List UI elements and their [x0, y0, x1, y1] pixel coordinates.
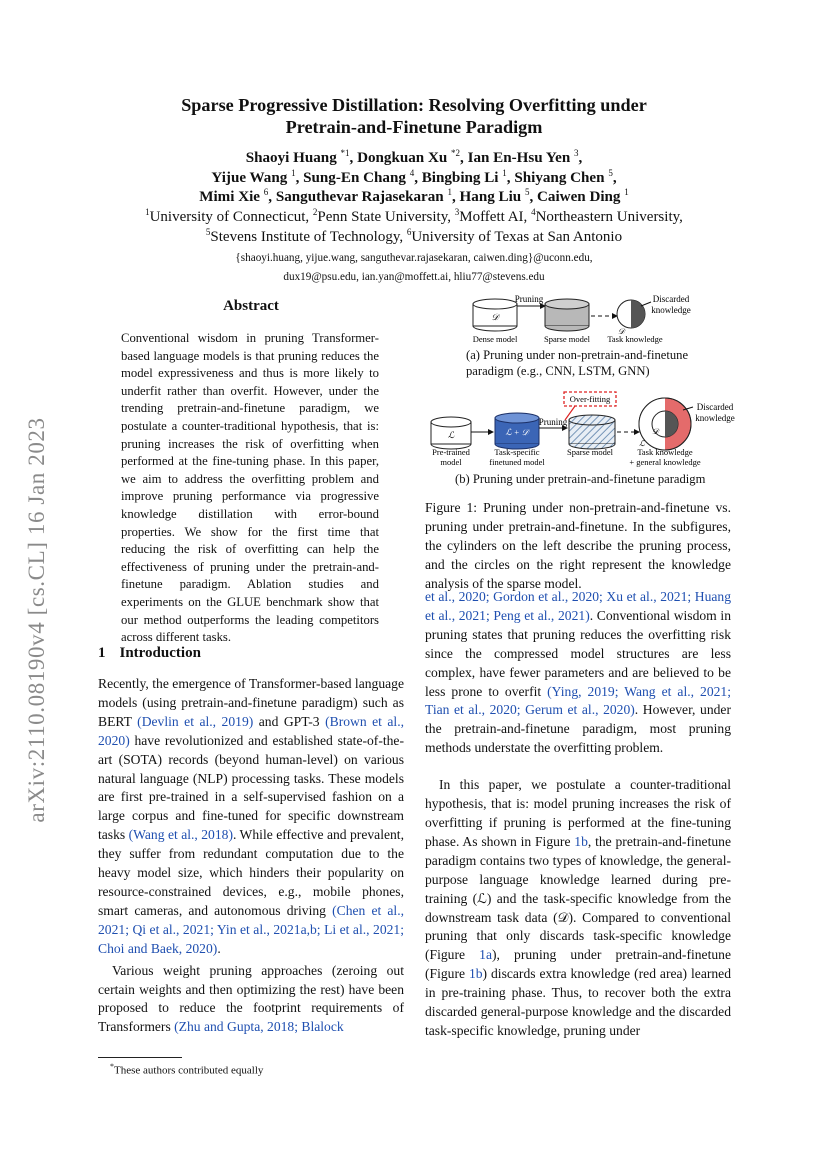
sparse-model-label: Sparse model: [543, 334, 591, 344]
citation-link[interactable]: (Brown et al., 2020): [98, 713, 404, 748]
figure-1: [425, 292, 735, 492]
author-affil-mark: 1: [502, 167, 507, 178]
author: Sung-En Chang: [303, 169, 406, 186]
section-title: Introduction: [119, 645, 201, 661]
author-affil-mark: *1: [340, 148, 350, 158]
affil-mark: 4: [531, 207, 536, 217]
author-affil-mark: 5: [608, 167, 613, 178]
title-line-1: Sparse Progressive Distillation: Resolving Overfitting under: [181, 95, 647, 115]
sparse-model-hatched-cylinder: [569, 415, 615, 449]
right-paragraph-1: et al., 2020; Gordon et al., 2020; Xu et al., 2021; Huang et al., 2021; Peng et al., 2021). Conventional wisdom in pruning states that pruning reduces the overfitting risk since the compressed model structures are less complex, have fewer parameters and are believed to be less prone to overfit (Ying, 2019; Wang et al., 2021; Tian et al., 2020; Gerum et al., 2020). However, under the pretrain-and-finetune paradigm, most pruning methods understate the overfitting problem.: [425, 589, 731, 756]
author: Bingbing Li: [421, 169, 499, 186]
author-affil-mark: 3: [574, 148, 579, 158]
discarded-label: Discarded: [652, 294, 690, 304]
sparse-model-cylinder: [545, 299, 589, 331]
affiliation: University of Connecticut,: [149, 209, 313, 225]
author-affil-mark: 6: [263, 187, 269, 198]
affiliation: Northeastern University,: [535, 209, 683, 225]
knowledge-circle: [639, 398, 691, 450]
affil-mark: 1: [145, 207, 150, 217]
author: Caiwen Ding: [537, 189, 621, 206]
paper-title: [100, 94, 728, 138]
pruning-arrow-label: Pruning: [514, 294, 544, 304]
author: Shaoyi Huang: [245, 150, 337, 166]
author-affil-mark: 1: [291, 167, 296, 178]
author: Shiyang Chen: [514, 169, 605, 186]
author-affil-mark: 5: [524, 187, 530, 198]
overfitting-label: Over-fitting: [569, 394, 611, 404]
citation-link[interactable]: (Chen et al., 2021; Qi et al., 2021; Yin et al., 2021a,b; Li et al., 2021; Choi and Baek, 2020): [98, 902, 405, 956]
task-general-label: + general knowledge: [629, 457, 701, 467]
pretrained-l-symbol: ℒ: [447, 430, 455, 440]
author-emails: [100, 249, 728, 287]
author: Yijue Wang: [211, 169, 288, 186]
email-line-2: dux19@psu.edu, ian.yan@moffett.ai, hliu77@stevens.edu: [283, 271, 545, 283]
pretrained-label: model: [440, 457, 462, 467]
citation-link[interactable]: et al., 2020; Gordon et al., 2020; Xu et al., 2021; Huang et al., 2021; Peng et al., 2021): [425, 589, 731, 623]
author-affil-mark: 4: [409, 167, 415, 178]
task-knowledge-circle: [617, 300, 645, 328]
right-paragraph-2: In this paper, we postulate a counter-traditional hypothesis, that is: model pruning increases the risk of overfitting if pruning is performed at the fine-tuning phase. As shown in Figure 1b, the pretrain-and-finetune paradigm contains two types of knowledge, the general-purpose language knowledge learned during pre-training (ℒ) and the task-specific knowledge from the downstream task data (𝒟). Compared to conventional pruning that only discards task-specific knowledge (Figure 1a), pruning under pretrain-and-finetune (Figure 1b) discards extra knowledge (red area) learned in pre-training phase. Thus, to recover both the extra discarded general-purpose knowledge and the discarded task-specific knowledge, pruning under: [425, 777, 732, 1038]
sparse-model-label: Sparse model: [566, 447, 614, 457]
figure-1-diagram: [425, 292, 735, 492]
arxiv-sidebar: [12, 370, 62, 870]
author: Hang Liu: [459, 189, 522, 206]
author: Sanguthevar Rajasekaran: [275, 189, 444, 206]
discarded-label: Discarded: [696, 402, 734, 412]
subfigure-b-caption: (b) Pruning under pretrain-and-finetune paradigm: [455, 472, 706, 486]
intro-paragraph-2: Various weight pruning approaches (zeroing out certain weights and then optimizing the rest) have been proposed to reduce the footprint requirements of Transformers (Zhu and Gupta, 2018; Blalock: [98, 962, 404, 1035]
finetuned-label: finetuned model: [489, 457, 545, 467]
footnote: *These authors contributed equally: [110, 1062, 264, 1077]
intro-paragraph-1: Recently, the emergence of Transformer-based language models (using pretrain-and-finetune paradigm) such as BERT (Devlin et al., 2019) and GPT-3 (Brown et al., 2020) have revolutionized and established state-of-the-art (SOTA) records (beyond human-level) on various natural language (NLP) processing tasks. These models are first pre-trained in a self-supervised fashion on a large corpus and fine-tuned for specific downstream tasks (Wang et al., 2018). While effective and prevalent, they suffer from redundant computation due to the heavy model size, which hinders their popularity on resource-constrained devices, e.g., mobile phones, smart cameras, and autonomous driving (Chen et al., 2021; Qi et al., 2021; Yin et al., 2021a,b; Li et al., 2021; Choi and Baek, 2020).: [98, 676, 405, 956]
author: Ian En-Hsu Yen: [467, 150, 571, 166]
abstract-heading: Abstract: [223, 298, 279, 314]
affiliation: University of Texas at San Antonio: [411, 229, 623, 245]
citation-link[interactable]: (Wang et al., 2018): [128, 827, 233, 843]
author-list: Shaoyi Huang $^{*1}$, Dongkuan Xu $^{*2}$, Ian En-Hsu Yen $^3$, Yijue Wang $^1$, Sung-En Chang $^4$, Bingbing Li $^1$, Shiyang Chen $^5$, Mimi Xie $^6$, Sanguthevar Rajasekaran $^1$, Hang Liu $^5$, Caiwen Ding $^1$: [199, 148, 629, 206]
pretrained-label: Pre-trained: [432, 447, 470, 457]
circle-l-symbol: ℒ: [639, 439, 645, 448]
affil-mark: 2: [312, 207, 318, 217]
figure-ref-link[interactable]: 1a: [479, 947, 492, 963]
figure-ref-link[interactable]: 1b: [574, 833, 588, 849]
author-affil-mark: 1: [447, 187, 452, 198]
figure-1-caption: Figure 1: Pruning under non-pretrain-and-finetune vs. pruning under pretrain-and-finetune. In the subfigures, the cylinders on the left describe the pruning process, and the circles on the right represent the knowledge analysis of the sparse model.: [425, 500, 731, 591]
citation-link[interactable]: (Zhu and Gupta, 2018; Blalock: [174, 1019, 344, 1035]
right-column: [425, 588, 731, 1041]
circle-d-symbol: 𝒟: [652, 427, 659, 436]
affiliation: Stevens Institute of Technology,: [210, 229, 407, 245]
subfigure-a-caption: (a) Pruning under non-pretrain-and-finetune paradigm (e.g., CNN, LSTM, GNN): [466, 348, 689, 378]
dense-model-label: Dense model: [472, 334, 518, 344]
figure-ref-link[interactable]: 1b: [468, 966, 483, 982]
author-affil-mark: 1: [624, 187, 629, 198]
citation-link[interactable]: (Ying, 2019; Wang et al., 2021; Tian et al., 2020; Gerum et al., 2020): [425, 683, 731, 718]
affil-mark: 3: [454, 207, 460, 217]
author: Dongkuan Xu: [357, 150, 448, 166]
section-heading: [98, 645, 215, 662]
finetuned-label: Task-specific: [494, 447, 540, 457]
finetuned-ld-symbol: ℒ + 𝒟: [505, 427, 529, 437]
affiliations: [100, 207, 728, 247]
affiliation: Penn State University,: [317, 209, 455, 225]
title-line-2: Pretrain-and-Finetune Paradigm: [285, 117, 543, 137]
task-knowledge-label: Task knowledge: [607, 334, 663, 344]
task-d-symbol: 𝒟: [618, 327, 625, 336]
dense-d-symbol: 𝒟: [491, 312, 499, 322]
discarded-label: knowledge: [651, 305, 691, 315]
email-line-1: {shaoyi.huang, yijue.wang, sanguthevar.rajasekaran, caiwen.ding}@uconn.edu,: [235, 252, 593, 264]
citation-link[interactable]: (Devlin et al., 2019): [137, 713, 254, 729]
affiliation: Moffett AI,: [459, 209, 532, 225]
task-general-label: Task knowledge: [637, 447, 693, 457]
affil-mark: 5: [205, 227, 211, 237]
author: Mimi Xie: [199, 189, 260, 206]
abstract-text: Conventional wisdom in pruning Transformer-based language models is that pruning reduces the model expressiveness and thus is more likely to underfit rather than overfit. However, under the trending pretrain-and-finetune paradigm, we postulate a counter-traditional hypothesis, that is: pruning increases the risk of overfitting when performed at the fine-tuning phase. In this paper, we aim to address the overfitting problem and improve pruning performance via progressive knowledge distillation with error-bound properties. We show for the first time that reducing the risk of overfitting can help the effectiveness of pruning under the pretrain-and-finetune paradigm. Ablation studies and experiments on the GLUE benchmark show that our method outperforms the leading competitors across different tasks.: [121, 331, 379, 645]
intro-column: [98, 675, 404, 1037]
pruning-arrow-label: Pruning: [538, 417, 568, 427]
author-affil-mark: *2: [451, 148, 461, 158]
affil-mark: 6: [406, 227, 412, 237]
discarded-label: knowledge: [695, 413, 735, 423]
footnote-rule: [98, 1057, 182, 1058]
arxiv-identifier: arXiv:2110.08190v4 [cs.CL] 16 Jan 2023: [24, 417, 49, 823]
section-number: 1: [98, 645, 106, 661]
